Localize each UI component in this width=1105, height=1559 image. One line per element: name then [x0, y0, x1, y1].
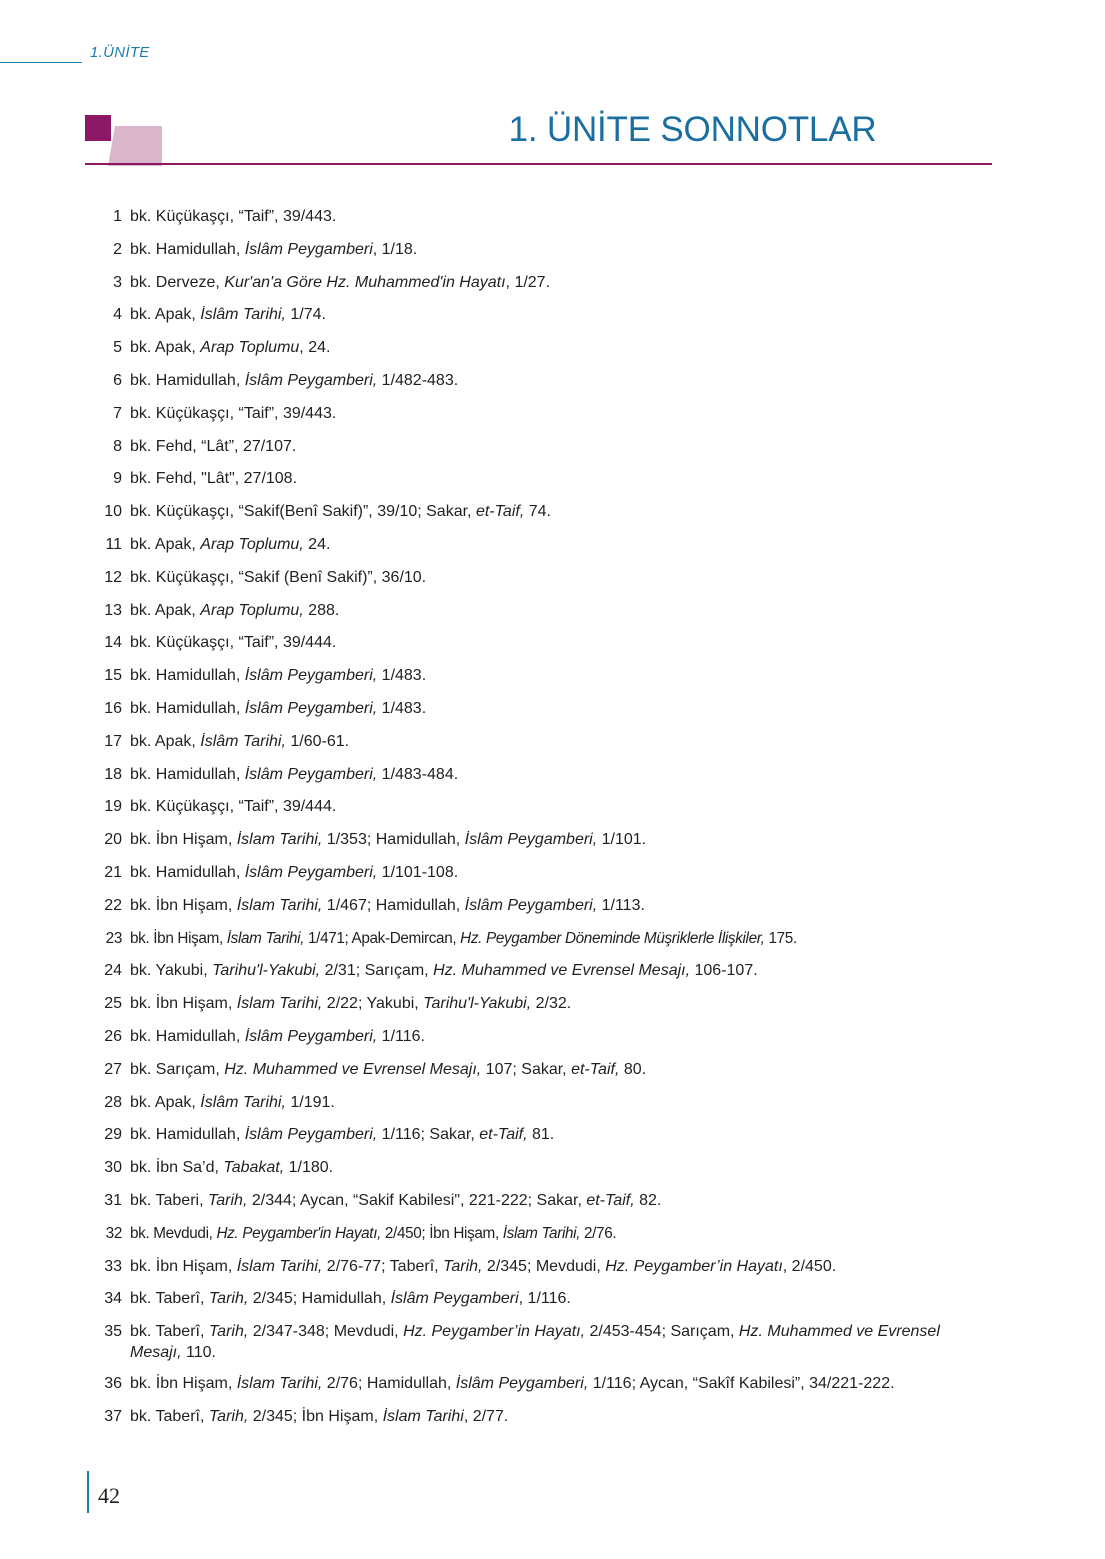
endnote-number: 29: [104, 1126, 122, 1144]
endnote-item: [95, 370, 975, 391]
endnote-number: 27: [104, 1060, 122, 1078]
endnote-source-title: İslâm Tarihi,: [200, 1093, 286, 1111]
endnote-source-title: İslâm Peygamberi,: [244, 371, 378, 389]
endnote-item: [95, 468, 975, 489]
endnote-text-part: bk. Fehd, “Lât”, 27/107.: [130, 437, 297, 455]
endnote-item: [95, 1256, 975, 1277]
endnote-text-part: 2/32.: [531, 995, 572, 1013]
endnote-text: [130, 829, 975, 850]
endnote-text-part: , 1/27.: [505, 273, 551, 291]
endnotes-list: [95, 206, 975, 1439]
endnote-item: [95, 534, 975, 555]
endnote-text-part: bk. Yakubi,: [130, 962, 213, 980]
endnote-source-title: İslam Tarihi,: [236, 831, 323, 849]
endnote-text-part: 24.: [303, 535, 331, 553]
endnote-text: [130, 993, 975, 1014]
endnote-text: [130, 1026, 975, 1047]
endnote-source-title: İslâm Peygamberi,: [244, 765, 378, 783]
endnote-text-part: , 24.: [299, 339, 331, 357]
unit-tag: 1.ÜNİTE: [90, 44, 150, 61]
endnote-text-part: , 2/450.: [782, 1257, 837, 1275]
endnote-text: [130, 600, 975, 621]
page-number-rule: [87, 1471, 89, 1513]
endnote-text-part: bk. Apak,: [130, 339, 201, 357]
endnote-number: 5: [113, 339, 122, 357]
endnote-item: [95, 567, 975, 588]
endnote-text: [130, 1124, 975, 1145]
endnote-source-title: İslam Tarihi,: [236, 995, 323, 1013]
endnote-text-part: bk. Apak,: [130, 535, 201, 553]
endnote-source-title: et-Taif,: [571, 1060, 620, 1078]
endnote-number: 30: [104, 1159, 122, 1177]
endnote-text-part: 2/345; Mevdudi,: [482, 1257, 606, 1275]
endnote-text-part: bk. Taberî,: [130, 1407, 209, 1425]
endnote-text-part: bk. Taberi,: [130, 1191, 208, 1209]
unit-tag-rule: [0, 62, 82, 63]
endnote-source-title: İslam Tarihi,: [502, 1224, 581, 1242]
endnote-number: 2: [113, 240, 122, 258]
endnote-number: 14: [104, 634, 122, 652]
endnote-number: 23: [105, 929, 122, 947]
endnote-item: [95, 436, 975, 457]
endnote-item: [95, 665, 975, 686]
endnote-item: [95, 206, 975, 227]
endnote-source-title: İslâm Peygamberi,: [464, 831, 598, 849]
endnote-number: 1: [113, 208, 122, 225]
endnote-text-part: bk. İbn Sa’d,: [130, 1159, 224, 1177]
endnote-text: [130, 436, 975, 457]
endnote-text-part: 288.: [303, 601, 340, 619]
endnote-text-part: 1/191.: [285, 1093, 335, 1111]
endnote-text-part: 1/482-483.: [377, 371, 459, 389]
endnote-text-part: bk. Taberî,: [130, 1323, 209, 1341]
endnote-text: [130, 501, 975, 522]
endnote-number: 9: [113, 470, 122, 488]
endnote-text: [130, 1223, 975, 1244]
endnote-number: 3: [113, 273, 122, 291]
endnote-text-part: bk. Hamidullah,: [130, 1126, 245, 1144]
endnote-text: [130, 370, 975, 391]
endnote-number: 21: [104, 863, 122, 881]
endnote-text-part: bk. Hamidullah,: [130, 371, 245, 389]
endnote-source-title: Tabakat,: [223, 1159, 285, 1177]
endnote-number: 16: [104, 699, 122, 717]
endnote-number: 36: [104, 1375, 122, 1393]
endnote-text: [130, 1059, 975, 1080]
endnote-number: 20: [104, 831, 122, 849]
endnote-text: [130, 1373, 975, 1394]
endnote-text-part: , 2/77.: [463, 1407, 509, 1425]
endnote-text-part: bk. İbn Hişam,: [130, 929, 227, 947]
endnote-text-part: 1/101.: [597, 831, 647, 849]
endnote-text-part: 1/483-484.: [377, 765, 459, 783]
endnote-source-title: et-Taif,: [479, 1126, 528, 1144]
endnote-text-part: 175.: [764, 929, 797, 947]
endnote-item: [95, 304, 975, 325]
endnote-text: [130, 1406, 975, 1427]
endnote-text-part: bk. Küçükaşçı, “Taif”, 39/443.: [130, 404, 337, 422]
endnote-text-part: 2/22; Yakubi,: [322, 995, 424, 1013]
endnote-source-title: Hz. Peygamber Döneminde Müşriklerle İlişkiler,: [460, 929, 765, 947]
endnote-text-part: 1/74.: [285, 306, 326, 324]
endnote-text: [130, 1157, 975, 1178]
endnote-text-part: bk. Küçükaşçı, “Sakif (Benî Sakif)”, 36/10.: [130, 568, 427, 586]
endnote-source-title: İslam Tarihi,: [226, 929, 305, 947]
endnote-item: [95, 337, 975, 358]
endnote-source-title: et-Taif,: [586, 1191, 635, 1209]
endnote-item: [95, 895, 975, 916]
endnote-text: [130, 1190, 975, 1211]
endnote-text: [130, 665, 975, 686]
endnote-text-part: bk. Apak,: [130, 732, 201, 750]
endnote-text-part: 80.: [619, 1060, 647, 1078]
endnote-source-title: İslâm Tarihi,: [200, 306, 286, 324]
endnote-source-title: Hz. Muhammed ve Evrensel Mesajı,: [224, 1060, 482, 1078]
endnote-number: 8: [113, 437, 122, 455]
endnote-text-part: 2/450; İbn Hişam,: [381, 1224, 503, 1242]
endnote-text-part: 106-107.: [690, 962, 758, 980]
endnote-source-title: İslâm Peygamberi,: [244, 667, 378, 685]
endnote-item: [95, 764, 975, 785]
endnote-text-part: bk. Hamidullah,: [130, 863, 245, 881]
endnote-number: 10: [104, 503, 122, 521]
endnote-text-part: bk. Taberî,: [130, 1290, 209, 1308]
endnote-text: [130, 862, 975, 883]
endnote-text: [130, 272, 975, 293]
endnote-text-part: 2/345; İbn Hişam,: [248, 1407, 383, 1425]
endnote-text: [130, 468, 975, 489]
endnote-number: 37: [104, 1407, 122, 1425]
endnote-item: [95, 1124, 975, 1145]
endnote-item: [95, 1288, 975, 1309]
endnote-text-part: 2/31; Sarıçam,: [320, 962, 434, 980]
endnote-source-title: İslâm Peygamberi,: [244, 699, 378, 717]
endnote-number: 18: [104, 765, 122, 783]
endnote-item: [95, 1092, 975, 1113]
endnote-source-title: İslâm Tarihi,: [200, 732, 286, 750]
endnote-text-part: 2/76-77; Taberî,: [322, 1257, 444, 1275]
endnote-text: [130, 239, 975, 260]
endnote-number: 4: [113, 306, 122, 324]
endnote-source-title: Tarih,: [443, 1257, 483, 1275]
endnote-text-part: bk. Hamidullah,: [130, 240, 245, 258]
endnote-item: [95, 1026, 975, 1047]
endnote-text-part: 81.: [527, 1126, 555, 1144]
endnote-text-part: 2/344; Aycan, “Sakif Kabilesi", 221-222; Sakar,: [247, 1191, 587, 1209]
endnote-text-part: bk. Hamidullah,: [130, 667, 245, 685]
endnote-source-title: Kur'an'a Göre Hz. Muhammed'in Hayatı: [224, 273, 506, 291]
endnote-item: [95, 698, 975, 719]
endnote-item: [95, 1190, 975, 1211]
endnote-text-part: 1/113.: [597, 896, 645, 914]
endnote-text-part: bk. İbn Hişam,: [130, 1257, 237, 1275]
endnote-source-title: Hz. Peygamber’in Hayatı: [605, 1257, 783, 1275]
endnote-number: 28: [104, 1093, 122, 1111]
endnote-text-part: bk. Hamidullah,: [130, 765, 245, 783]
endnote-item: [95, 796, 975, 817]
endnote-text: [130, 304, 975, 325]
endnote-text: [130, 698, 975, 719]
endnote-number: 17: [104, 732, 122, 750]
endnote-number: 13: [104, 601, 122, 619]
endnote-item: [95, 960, 975, 981]
endnote-source-title: İslâm Peygamberi,: [244, 1126, 378, 1144]
endnote-text-part: bk. Hamidullah,: [130, 699, 245, 717]
endnote-source-title: Hz. Muhammed ve Evrensel Mesajı,: [130, 1323, 940, 1362]
endnote-source-title: Tarih,: [208, 1407, 249, 1425]
endnote-number: 31: [104, 1191, 122, 1209]
endnote-text: [130, 1321, 975, 1363]
endnote-source-title: Hz. Muhammed ve Evrensel Mesajı,: [433, 962, 691, 980]
endnote-source-title: Tarih,: [207, 1191, 248, 1209]
endnote-number: 11: [105, 535, 122, 553]
endnote-text-part: 1/101-108.: [377, 863, 459, 881]
page-title: 1. ÜNİTE SONNOTLAR: [508, 110, 877, 149]
endnote-source-title: İslam Tarihi,: [236, 1375, 323, 1393]
endnote-source-title: İslâm Peygamberi,: [244, 863, 378, 881]
endnote-source-title: et-Taif,: [475, 503, 525, 521]
endnote-number: 33: [104, 1257, 122, 1275]
endnote-text-part: 1/116; Aycan, “Sakîf Kabilesi”, 34/221-222.: [588, 1375, 895, 1393]
endnote-text-part: bk. Mevdudi,: [130, 1224, 217, 1242]
endnote-text-part: bk. Apak,: [130, 601, 201, 619]
endnote-source-title: Tarih,: [208, 1290, 249, 1308]
endnote-item: [95, 272, 975, 293]
title-decoration-pink: [108, 126, 162, 166]
endnote-text-part: 1/483.: [377, 699, 427, 717]
endnote-text: [130, 337, 975, 358]
endnote-item: [95, 862, 975, 883]
endnote-source-title: Arap Toplumu,: [200, 535, 304, 553]
endnote-text-part: bk. Küçükaşçı, “Taif”, 39/443.: [130, 208, 337, 225]
endnote-text-part: bk. Apak,: [130, 306, 201, 324]
endnote-source-title: İslâm Peygamberi: [244, 240, 373, 258]
endnote-text-part: 2/76; Hamidullah,: [322, 1375, 456, 1393]
endnote-item: [95, 403, 975, 424]
endnote-text: [130, 928, 975, 949]
endnote-item: [95, 1321, 975, 1363]
endnote-source-title: Arap Toplumu,: [200, 601, 304, 619]
endnote-number: 12: [104, 568, 122, 586]
endnote-text-part: bk. Küçükaşçı, “Sakif(Benî Sakif)”, 39/10; Sakar,: [130, 503, 476, 521]
endnote-source-title: Hz. Peygamber’in Hayatı,: [403, 1323, 586, 1341]
endnote-text-part: 110.: [181, 1344, 216, 1362]
endnote-text: [130, 796, 975, 817]
endnote-text-part: 1/180.: [284, 1159, 334, 1177]
endnote-text: [130, 1256, 975, 1277]
endnote-item: [95, 829, 975, 850]
endnote-item: [95, 239, 975, 260]
endnote-source-title: İslam Tarihi,: [236, 1257, 323, 1275]
endnote-number: 6: [113, 371, 122, 389]
endnote-text-part: bk. İbn Hişam,: [130, 896, 237, 914]
endnote-text-part: , 1/116.: [518, 1290, 571, 1308]
endnote-text: [130, 1092, 975, 1113]
endnote-source-title: Tarihu'l-Yakubi,: [423, 995, 532, 1013]
endnote-number: 15: [104, 667, 122, 685]
endnote-item: [95, 1157, 975, 1178]
endnote-text-part: 1/483.: [377, 667, 427, 685]
endnote-text-part: 2/347-348; Mevdudi,: [248, 1323, 404, 1341]
endnote-source-title: Tarih,: [208, 1323, 249, 1341]
endnote-text: [130, 1288, 975, 1309]
endnote-number: 25: [104, 995, 122, 1013]
endnote-item: [95, 1223, 975, 1244]
endnote-item: [95, 993, 975, 1014]
endnote-number: 24: [104, 962, 122, 980]
title-rule: [85, 163, 992, 165]
title-decoration-purple: [85, 115, 111, 141]
endnote-text-part: 1/471; Apak-Demircan,: [304, 929, 461, 947]
endnote-text: [130, 534, 975, 555]
endnote-text: [130, 403, 975, 424]
endnote-text: [130, 206, 975, 227]
endnote-text-part: bk. Küçükaşçı, “Taif”, 39/444.: [130, 798, 337, 816]
endnote-text: [130, 567, 975, 588]
endnote-text-part: 1/116.: [377, 1027, 425, 1045]
endnote-number: 7: [113, 404, 122, 422]
endnote-text: [130, 731, 975, 752]
endnote-text-part: 2/453-454; Sarıçam,: [585, 1323, 739, 1341]
endnote-source-title: İslam Tarihi,: [236, 896, 323, 914]
endnote-text-part: 74.: [524, 503, 551, 521]
endnote-text-part: 107; Sakar,: [481, 1060, 572, 1078]
endnote-source-title: İslâm Peygamberi,: [464, 896, 598, 914]
endnote-text-part: bk. Sarıçam,: [130, 1060, 225, 1078]
endnote-item: [95, 1059, 975, 1080]
endnote-text-part: 1/353; Hamidullah,: [322, 831, 465, 849]
endnote-source-title: İslam Tarihi: [382, 1407, 464, 1425]
endnote-text-part: 82.: [634, 1191, 662, 1209]
endnote-item: [95, 731, 975, 752]
endnote-text: [130, 764, 975, 785]
endnote-text-part: bk. İbn Hişam,: [130, 831, 237, 849]
endnote-text-part: 2/345; Hamidullah,: [248, 1290, 391, 1308]
endnote-text-part: bk. İbn Hişam,: [130, 1375, 237, 1393]
endnote-number: 22: [104, 896, 122, 914]
endnote-text-part: bk. Fehd, "Lât", 27/108.: [130, 470, 298, 488]
endnote-number: 26: [104, 1027, 122, 1045]
endnote-item: [95, 600, 975, 621]
endnote-text-part: bk. Hamidullah,: [130, 1027, 245, 1045]
endnote-text-part: 1/467; Hamidullah,: [322, 896, 465, 914]
page-number: 42: [98, 1483, 120, 1508]
endnote-text: [130, 960, 975, 981]
endnote-text-part: 2/76.: [580, 1224, 617, 1242]
endnote-item: [95, 1373, 975, 1394]
endnote-item: [95, 632, 975, 653]
endnote-item: [95, 928, 975, 949]
endnote-source-title: Arap Toplumu: [200, 339, 300, 357]
endnote-text-part: 1/60-61.: [285, 732, 350, 750]
endnote-source-title: İslâm Peygamberi,: [244, 1027, 378, 1045]
endnote-source-title: Hz. Peygamber'in Hayatı,: [216, 1224, 381, 1242]
endnote-source-title: Tarihu'l-Yakubi,: [212, 962, 321, 980]
endnote-text-part: , 1/18.: [372, 240, 418, 258]
endnote-item: [95, 501, 975, 522]
endnote-source-title: İslâm Peygamberi: [390, 1290, 519, 1308]
endnote-source-title: İslâm Peygamberi,: [455, 1375, 589, 1393]
endnote-number: 19: [104, 798, 122, 816]
endnote-text: [130, 632, 975, 653]
endnote-text-part: bk. Apak,: [130, 1093, 201, 1111]
endnote-number: 34: [104, 1290, 122, 1308]
endnote-text: [130, 895, 975, 916]
endnote-text-part: bk. Derveze,: [130, 273, 225, 291]
endnote-number: 32: [105, 1224, 122, 1242]
endnote-text-part: bk. Küçükaşçı, “Taif”, 39/444.: [130, 634, 337, 652]
endnote-item: [95, 1406, 975, 1427]
endnote-text-part: 1/116; Sakar,: [377, 1126, 480, 1144]
endnote-text-part: bk. İbn Hişam,: [130, 995, 237, 1013]
endnote-number: 35: [104, 1323, 122, 1341]
